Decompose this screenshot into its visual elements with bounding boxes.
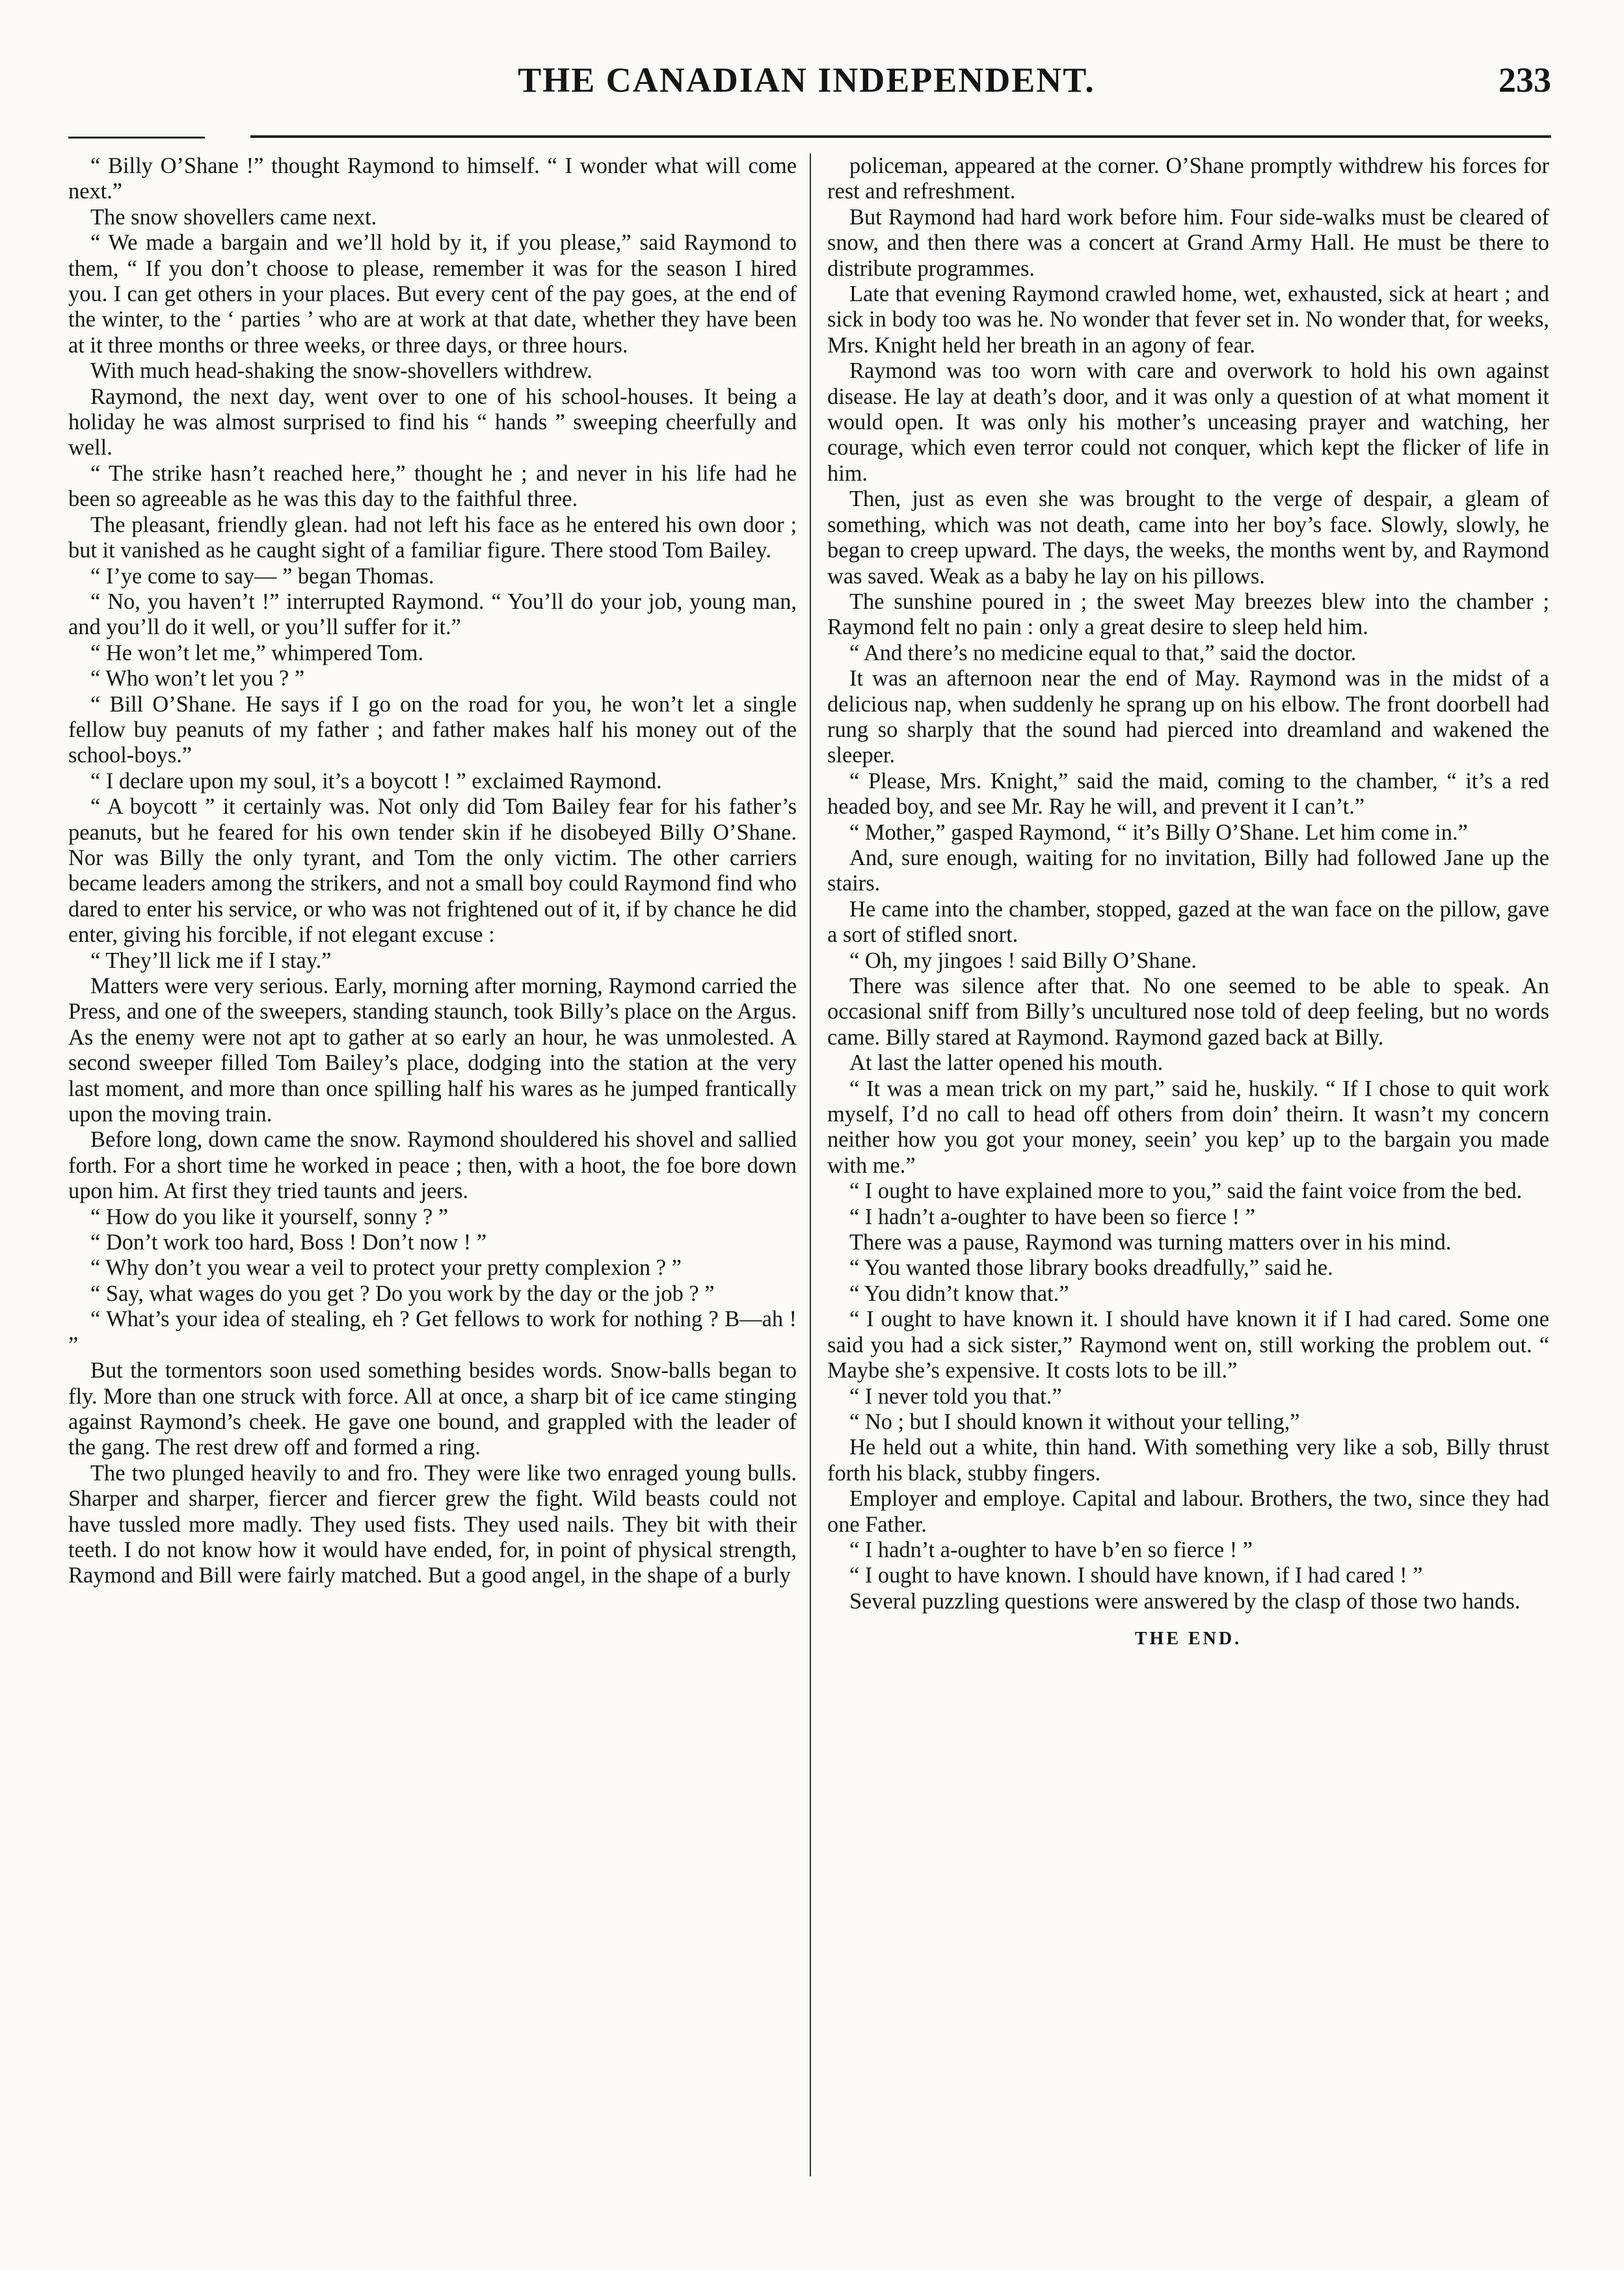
paragraph: There was silence after that. No one seemed to be able to speak. An occasional sniff from Billy’s uncultured nose told of deep feeling, but no words came. Billy stared at Raymond. Raymond gazed back at Billy. [827, 974, 1549, 1050]
paragraph: “ Who won’t let you ? ” [90, 666, 305, 691]
paragraph: “ Mother,” gasped Raymond, “ it’s Billy O’Shane. Let him come in.” [849, 820, 1468, 845]
paragraph: “ How do you like it yourself, sonny ? ” [90, 1204, 449, 1229]
paragraph: Then, just as even she was brought to the verge of despair, a gleam of something, which was not death, came into her boy’s face. Slowly, slowly, he began to creep upward. The days, the weeks, the months went by, and Raymond was saved. Weak as a baby he lay on his pillows. [827, 487, 1549, 589]
paragraph: Employer and employe. Capital and labour. Brothers, the two, since they had one Father. [827, 1486, 1549, 1537]
paragraph: policeman, appeared at the corner. O’Shane promptly withdrew his forces for rest and refreshment. [827, 154, 1549, 204]
paragraph: But Raymond had hard work before him. Four side-walks must be cleared of snow, and then there was a concert at Grand Army Hall. He must be there to distribute programmes. [827, 204, 1549, 281]
header-rule-long [250, 135, 1551, 138]
paragraph: “ Don’t work too hard, Boss ! Don’t now ! ” [90, 1230, 487, 1255]
paragraph: “ Why don’t you wear a veil to protect your pretty complexion ? ” [90, 1255, 682, 1281]
paragraph: “ I’ye come to say— ” began Thomas. [90, 563, 434, 589]
paragraph: “ I ought to have known. I should have known, if I had cared ! ” [849, 1563, 1423, 1588]
masthead-title: THE CANADIAN INDEPENDENT. [518, 60, 1095, 100]
page-number: 233 [1498, 60, 1551, 100]
right-column [827, 154, 1549, 2189]
paragraph: It was an afternoon near the end of May. Raymond was in the midst of a delicious nap, when suddenly he sprang up on his elbow. The front doorbell had rung so sharply that the sound had pierced into dreamland and wakened the sleeper. [827, 666, 1549, 768]
paragraph: But the tormentors soon used something besides words. Snow-balls began to fly. More than one struck with force. All at once, a sharp bit of ice came stinging against Raymond’s cheek. He gave one bound, and grappled with the leader of the gang. The rest drew off and formed a ring. [68, 1358, 797, 1460]
paragraph: At last the latter opened his mouth. [849, 1050, 1164, 1076]
paragraph: Raymond, the next day, went over to one of his school-houses. It being a holiday he was almost surprised to find his “ hands ” sweeping cheerfully and well. [68, 384, 797, 461]
paragraph: “ We made a bargain and we’ll hold by it, if you please,” said Raymond to them, “ If you don’t choose to please, remember it was for the season I hired you. I can get others in your places. But every cent of the pay goes, at the end of the winter, to the ‘ parties ’ who are at work at that date, whether they have been at it three months or three weeks, or three days, or three hours. [68, 230, 797, 358]
paragraph: Before long, down came the snow. Raymond shouldered his shovel and sallied forth. For a short time he worked in peace ; then, with a hoot, the foe bore down upon him. At first they tried taunts and jeers. [68, 1127, 797, 1204]
paragraph: “ I declare upon my soul, it’s a boycott ! ” exclaimed Raymond. [90, 768, 662, 794]
left-column [68, 154, 797, 2189]
paragraph: With much head-shaking the snow-shovellers withdrew. [90, 358, 592, 384]
column-divider [810, 154, 811, 2176]
paragraph: “ What’s your idea of stealing, eh ? Get fellows to work for nothing ? B—ah ! ” [68, 1307, 797, 1357]
paragraph: “ I hadn’t a-oughter to have b’en so fierce ! ” [849, 1537, 1253, 1562]
paragraph: “ I ought to have known it. I should have known it if I had cared. Some one said you had a sick sister,” Raymond went on, still working the problem out. “ Maybe she’s expensive. It costs lots to be ill.” [827, 1307, 1549, 1383]
paragraph: “ They’ll lick me if I stay.” [90, 948, 332, 973]
paragraph: “ Say, what wages do you get ? Do you work by the day or the job ? ” [90, 1281, 715, 1306]
paragraph: “ You wanted those library books dreadfully,” said he. [849, 1255, 1333, 1281]
paragraph: “ He won’t let me,” whimpered Tom. [90, 640, 424, 665]
header-rule-short [68, 137, 205, 139]
paragraph: Raymond was too worn with care and overwork to hold his own against disease. He lay at death’s door, and it was only a question of at what moment it would open. It was only his mother’s unceasing prayer and watching, her courage, which even terror could not conquer, which kept the flicker of life in him. [827, 358, 1549, 486]
page-header [62, 60, 1551, 105]
paragraph: “ Please, Mrs. Knight,” said the maid, coming to the chamber, “ it’s a red headed boy, and see Mr. Ray he will, and prevent it I can’t.” [827, 768, 1549, 820]
paragraph: There was a pause, Raymond was turning matters over in his mind. [849, 1230, 1452, 1255]
paragraph: Matters were very serious. Early, morning after morning, Raymond carried the Press, and one of the sweepers, standing staunch, took Billy’s place on the Argus. As the enemy were not apt to gather at so early an hour, he was unmolested. A second sweeper filled Tom Bailey’s place, dodging into the station at the very last moment, and more than once spilling half his wares as he jumped frantically upon the moving train. [68, 974, 797, 1127]
paragraph: And, sure enough, waiting for no invitation, Billy had followed Jane up the stairs. [827, 845, 1549, 896]
paragraph: “ It was a mean trick on my part,” said he, huskily. “ If I chose to quit work myself, I’d no call to head off others from doin’ theirn. It wasn’t my concern neither how you got your money, seein’ you kep’ up to the bargain you made with me.” [827, 1076, 1549, 1178]
paragraph: “ Billy O’Shane !” thought Raymond to himself. “ I wonder what will come next.” [68, 154, 797, 204]
paragraph: He came into the chamber, stopped, gazed at the wan face on the pillow, gave a sort of stifled snort. [827, 896, 1549, 948]
paragraph: Late that evening Raymond crawled home, wet, exhausted, sick at heart ; and sick in body too was he. No wonder that fever set in. No wonder that, for weeks, Mrs. Knight held her breath in an agony of fear. [827, 282, 1549, 358]
the-end-mark: THE END. [1134, 1629, 1242, 1649]
paragraph: “ I ought to have explained more to you,” said the faint voice from the bed. [849, 1179, 1523, 1204]
paragraph: “ A boycott ” it certainly was. Not only did Tom Bailey fear for his father’s peanuts, but he feared for his own tender skin if he disobeyed Billy O’Shane. Nor was Billy the only tyrant, and Tom the only victim. The other carriers became leaders among the strikers, and not a small boy could Raymond find who dared to enter his service, or who was not frightened out of it, if by chance he did enter, giving his forcible, if not elegant excuse : [68, 794, 797, 948]
paragraph: The pleasant, friendly glean. had not left his face as he entered his own door ; but it vanished as he caught sight of a familiar figure. There stood Tom Bailey. [68, 512, 797, 563]
paragraph: “ Oh, my jingoes ! said Billy O’Shane. [849, 948, 1197, 973]
paragraph: “ I never told you that.” [849, 1383, 1062, 1409]
paragraph: “ You didn’t know that.” [849, 1281, 1069, 1306]
paragraph: Several puzzling questions were answered by the clasp of those two hands. [849, 1588, 1521, 1614]
paragraph: “ No, you haven’t !” interrupted Raymond. “ You’ll do your job, young man, and you’ll do it well, or you’ll suffer for it.” [68, 589, 797, 640]
paragraph: “ And there’s no medicine equal to that,” said the doctor. [849, 640, 1357, 665]
paragraph: “ No ; but I should known it without your telling,” [849, 1409, 1300, 1434]
paragraph: The sunshine poured in ; the sweet May breezes blew into the chamber ; Raymond felt no pain : only a great desire to sleep held him. [827, 589, 1549, 640]
paragraph: “ The strike hasn’t reached here,” thought he ; and never in his life had he been so agreeable as he was this day to the faithful three. [68, 461, 797, 512]
paragraph: “ Bill O’Shane. He says if I go on the road for you, he won’t let a single fellow buy peanuts of my father ; and father makes half his money out of the school-boys.” [68, 691, 797, 768]
paragraph: “ I hadn’t a-oughter to have been so fierce ! ” [849, 1204, 1255, 1229]
paragraph: The two plunged heavily to and fro. They were like two enraged young bulls. Sharper and sharper, fiercer and fiercer grew the fight. Wild beasts could not have tussled more madly. They used fists. They used nails. They bit with their teeth. I do not know how it would have ended, for, in point of physical strength, Raymond and Bill were fairly matched. But a good angel, in the shape of a burly [68, 1460, 797, 1588]
paragraph: The snow shovellers came next. [90, 204, 377, 230]
paragraph: He held out a white, thin hand. With something very like a sob, Billy thrust forth his black, stubby fingers. [827, 1435, 1549, 1486]
